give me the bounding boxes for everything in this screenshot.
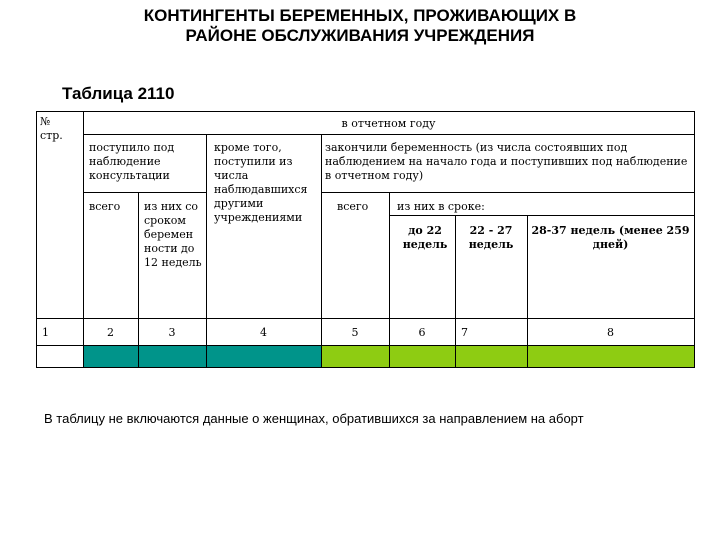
input-cell-col7[interactable] xyxy=(455,345,527,367)
footnote: В таблицу не включаются данные о женщинах, обратившихся за направлением на аборт xyxy=(44,411,584,426)
col-number-3: 3 xyxy=(168,326,176,339)
page-title xyxy=(0,6,720,46)
header-term-22-27: 22 - 27 недель xyxy=(468,224,514,251)
header-finished-total: всего xyxy=(337,200,369,213)
col-number-8: 8 xyxy=(607,326,614,339)
col-number-2: 2 xyxy=(107,326,114,339)
col-number-5: 5 xyxy=(351,326,359,339)
title-line-1: КОНТИНГЕНТЫ БЕРЕМЕННЫХ, ПРОЖИВАЮЩИХ В xyxy=(143,6,577,25)
header-row-number: № стр. xyxy=(40,115,63,142)
title-line-2: РАЙОНЕ ОБСЛУЖИВАНИЯ УЧРЕЖДЕНИЯ xyxy=(185,26,535,45)
input-cell-col5[interactable] xyxy=(321,345,389,367)
col-number-1: 1 xyxy=(42,326,49,339)
col-number-6: 6 xyxy=(418,326,426,339)
header-finished-pregnancy: закончили беременность (из числа состоявших под наблюдением на начало года и поступивших под наблюдение в отчетном году) xyxy=(325,141,688,182)
col-number-4: 4 xyxy=(260,326,267,339)
input-cell-col4[interactable] xyxy=(206,345,321,367)
header-term-28-37: 28-37 недель (менее 259 дней) xyxy=(531,224,690,251)
header-received-total: всего xyxy=(89,200,121,213)
header-reporting-year: в отчетном году xyxy=(341,117,436,130)
input-cell-col3[interactable] xyxy=(138,345,206,367)
header-received: поступило под наблюдение консультации xyxy=(89,141,175,182)
input-cell-col8[interactable] xyxy=(527,345,694,367)
header-received-early: из них со сроком беремен ности до 12 недель xyxy=(144,200,202,269)
col-number-7: 7 xyxy=(461,326,468,339)
header-term-before-22: до 22 недель xyxy=(402,224,448,251)
table-label: Таблица 2110 xyxy=(62,84,175,103)
input-cell-col6[interactable] xyxy=(389,345,455,367)
header-finished-term: из них в сроке: xyxy=(397,200,485,213)
header-other-institutions: кроме того, поступили из числа наблюдавшихся другими учреждениями xyxy=(214,141,308,224)
input-cell-col2[interactable] xyxy=(83,345,138,367)
